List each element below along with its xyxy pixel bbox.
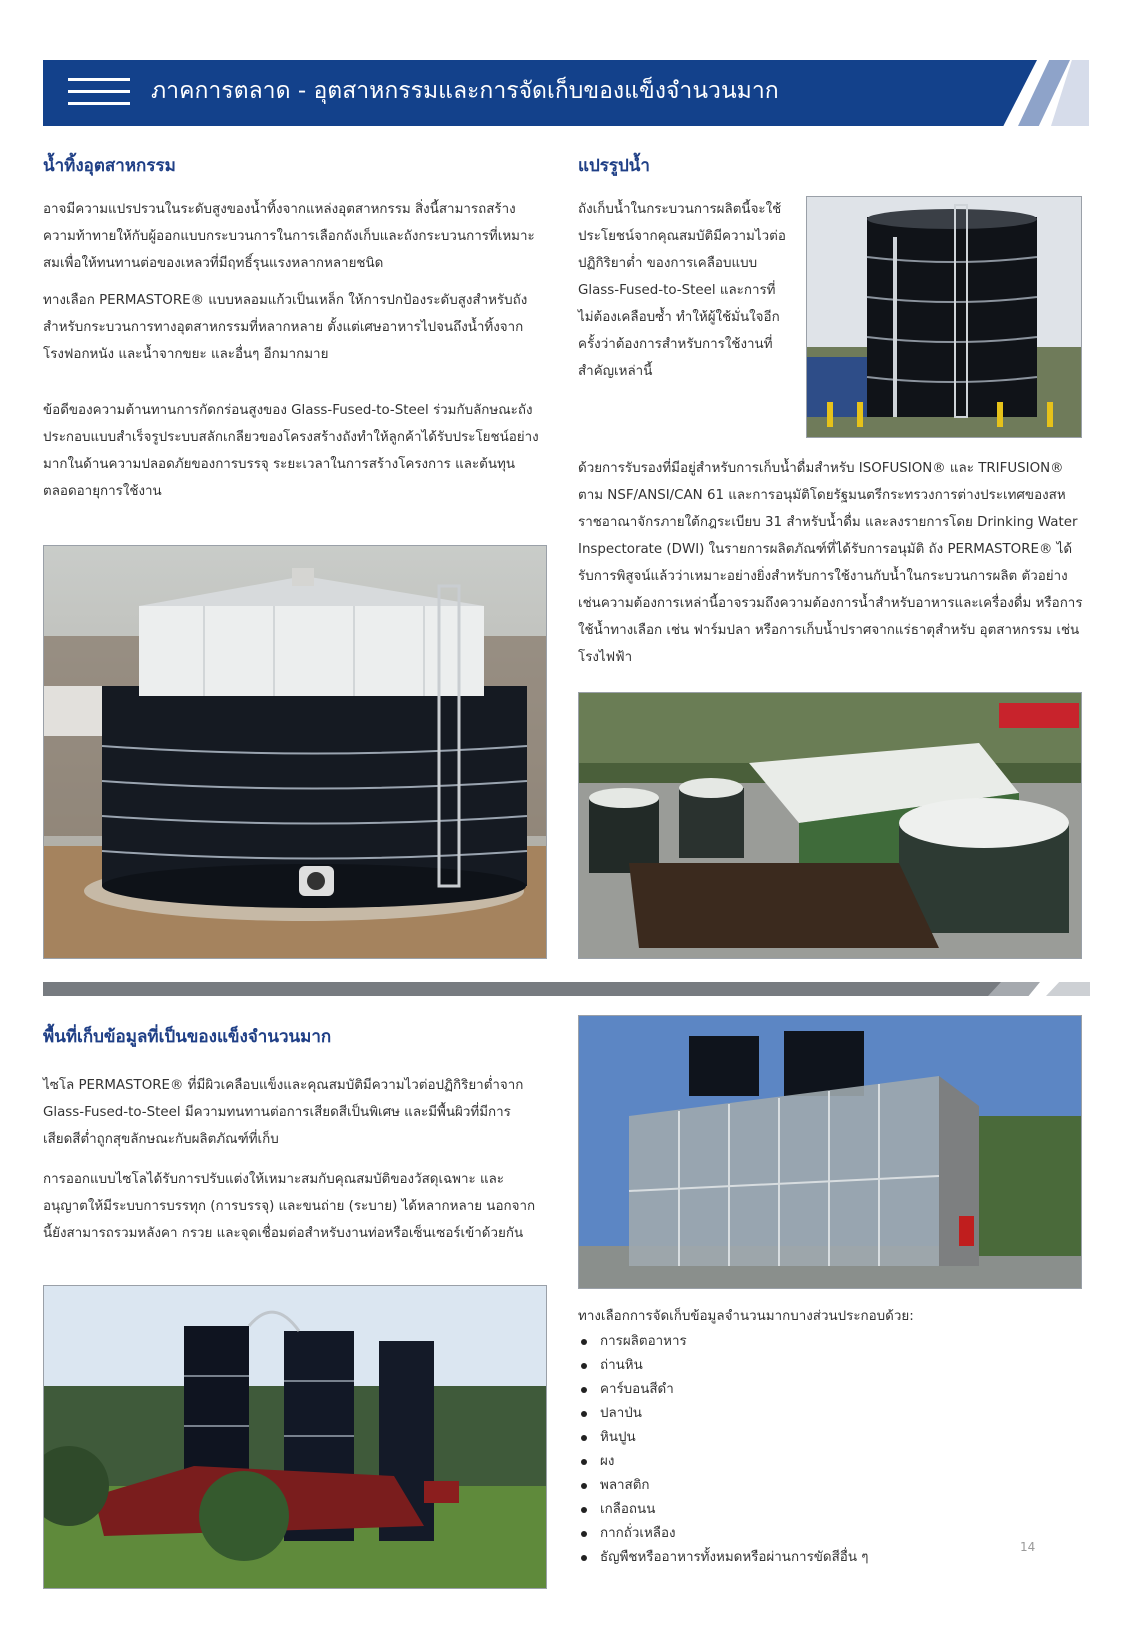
bullet-icon [581,1483,587,1489]
tank-photo [43,545,547,959]
bulk-list-intro: ทางเลือกการจัดเก็บข้อมูลจำนวนมากบางส่วนประกอบด้วย: [578,1309,914,1324]
treatment-plant-photo [578,692,1082,959]
bullet-icon [581,1339,587,1345]
processing-paragraph-1: ถังเก็บน้ำในกระบวนการผลิตนี้จะใช้ประโยชน์จากคุณสมบัติมีความไวต่อปฏิกิริยาต่ำ ของการเคลือบแบบ Glass-Fused-to-Steel และการที่ไม่ต้องเคลือบซ้ำ ทำให้ผู้ใช้มั่นใจอีกครั้งว่าต้องการสำหรับการใช้งานที่สำคัญเหล่านี้ [578,202,786,379]
page-title: ภาคการตลาด - อุตสาหกรรมและการจัดเก็บของแข็งจำนวนมาก [151,78,779,104]
wastewater-paragraph-1: อาจมีความแปรปรวนในระดับสูงของน้ำทิ้งจากแหล่งอุตสาหกรรม สิ่งนี้สามารถสร้างความท้าทายให้กับผู้ออกแบบกระบวนการในการเลือกถังเก็บและถังกระบวนการที่เหมาะสมเพื่อให้ทนทานต่อของเหลวที่มีฤทธิ์รุนแรงหลากหลายชนิด [43,202,535,271]
black-tank-photo [806,196,1082,438]
section-divider [43,982,1089,996]
list-item: ปลาป่น [578,1402,868,1426]
list-item: ผง [578,1450,868,1474]
list-item: เกลือถนน [578,1498,868,1522]
bullet-icon [581,1411,587,1417]
menu-lines-icon [68,78,130,108]
list-item: กากถั่วเหลือง [578,1522,868,1546]
section-heading-wastewater: น้ำทิ้งอุตสาหกรรม [43,156,176,176]
list-item: หินปูน [578,1426,868,1450]
bulk-materials-list [578,1330,868,1570]
glass-building-photo [578,1015,1082,1289]
list-item: พลาสติก [578,1474,868,1498]
bullet-icon [581,1555,587,1561]
bulk-paragraph-1: ไซโล PERMASTORE® ที่มีผิวเคลือบแข็งและคุณสมบัติมีความไวต่อปฏิกิริยาต่ำจาก Glass-Fused-to-Steel มีความทนทานต่อการเสียดสีเป็นพิเศษ และมีพื้นผิวที่มีการเสียดสีต่ำถูกสุขลักษณะกับผลิตภัณฑ์ที่เก็บ [43,1078,524,1147]
bullet-icon [581,1459,587,1465]
section-heading-bulk: พื้นที่เก็บข้อมูลที่เป็นของแข็งจำนวนมาก [43,1027,332,1047]
bullet-icon [581,1363,587,1369]
list-item: ถ่านหิน [578,1354,868,1378]
bullet-icon [581,1507,587,1513]
bullet-icon [581,1435,587,1441]
bullet-icon [581,1531,587,1537]
header-banner [43,60,1089,126]
bulk-paragraph-2: การออกแบบไซโลได้รับการปรับแต่งให้เหมาะสมกับคุณสมบัติของวัสดุเฉพาะ และอนุญาตให้มีระบบการบรรทุก (การบรรจุ) และขนถ่าย (ระบาย) ได้หลากหลาย นอกจากนี้ยังสามารถรวมหลังคา กรวย และจุดเชื่อมต่อสำหรับงานท่อหรือเซ็นเซอร์เข้าด้วยกัน [43,1172,536,1241]
silo-photo [43,1285,547,1589]
wastewater-paragraph-2: ทางเลือก PERMASTORE® แบบหลอมแก้วเป็นเหล็ก ให้การปกป้องระดับสูงสำหรับถัง สำหรับกระบวนการทางอุตสาหกรรมที่หลากหลาย ตั้งแต่เศษอาหารไปจนถึงน้ำทิ้งจากโรงฟอกหนัง และน้ำจากขยะ และอื่นๆ อีกมากมาย [43,293,528,362]
bullet-icon [581,1387,587,1393]
wastewater-paragraph-3: ข้อดีของความต้านทานการกัดกร่อนสูงของ Glass-Fused-to-Steel ร่วมกับลักษณะถังประกอบแบบสำเร็จรูประบบสลักเกลียวของโครงสร้างถังทำให้ลูกค้าได้รับประโยชน์อย่างมากในด้านความปลอดภัยของการบรรจุ ระยะเวลาในการสร้างโครงการ และต้นทุนตลอดอายุการใช้งาน [43,403,539,499]
list-item: คาร์บอนสีดำ [578,1378,868,1402]
list-item: การผลิตอาหาร [578,1330,868,1354]
list-item: ธัญพืชหรืออาหารทั้งหมดหรือผ่านการขัดสีอื่น ๆ [578,1546,868,1570]
section-heading-processing: แปรรูปน้ำ [578,156,650,176]
processing-paragraph-2: ด้วยการรับรองที่มีอยู่สำหรับการเก็บน้ำดื่มสำหรับ ISOFUSION® และ TRIFUSION® ตาม NSF/ANSI/CAN 61 และการอนุมัติโดยรัฐมนตรีกระทรวงการต่างประเทศของสหราชอาณาจักรภายใต้กฎระเบียบ 31 สำหรับน้ำดื่ม และลงรายการโดย Drinking Water Inspectorate (DWI) ในรายการผลิตภัณฑ์ที่ได้รับการอนุมัติ ถัง PERMASTORE® ได้รับการพิสูจน์แล้วว่าเหมาะอย่างยิ่งสำหรับการใช้งานกับน้ำในกระบวนการผลิต ตัวอย่างเช่นความต้องการเหล่านี้อาจรวมถึงความต้องการน้ำสำหรับอาหารและเครื่องดื่ม หรือการใช้น้ำทางเลือก เช่น ฟาร์มปลา หรือการเก็บน้ำปราศจากแร่ธาตุสำหรับ อุตสาหกรรม เช่น โรงไฟฟ้า [578,461,1083,665]
page-number: 14 [1020,1540,1036,1554]
